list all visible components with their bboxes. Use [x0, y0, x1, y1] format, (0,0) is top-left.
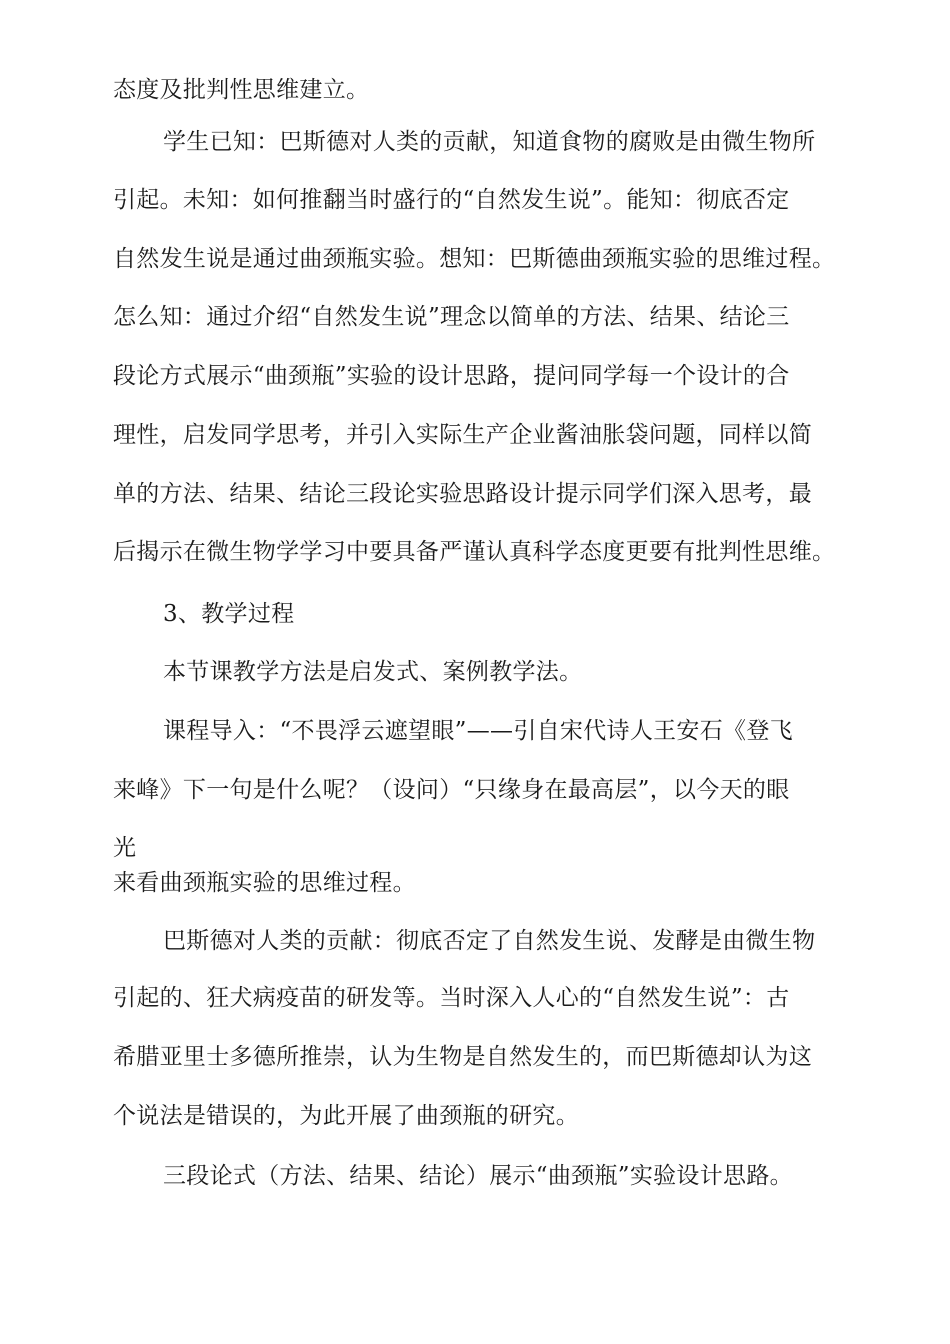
text-line: 引起的、狂犬病疫苗的研发等。当时深入人心的“自然发生说”：古	[113, 985, 790, 1011]
paragraph-start-line: 巴斯德对人类的贡献：彻底否定了自然发生说、发酵是由微生物	[163, 928, 816, 954]
text-line: 后揭示在微生物学学习中要具备严谨认真科学态度更要有批判性思维。	[113, 539, 836, 565]
text-line: 自然发生说是通过曲颈瓶实验。想知：巴斯德曲颈瓶实验的思维过程。	[113, 246, 836, 272]
text-line: 来看曲颈瓶实验的思维过程。	[113, 870, 416, 896]
paragraph-start-line: 课程导入：“不畏浮云遮望眼”——引自宋代诗人王安石《登飞	[163, 718, 793, 744]
paragraph-start-line: 学生已知：巴斯德对人类的贡献，知道食物的腐败是由微生物所	[163, 129, 816, 155]
paragraph-start-line: 三段论式（方法、结果、结论）展示“曲颈瓶”实验设计思路。	[163, 1163, 793, 1189]
text-line: 希腊亚里士多德所推崇，认为生物是自然发生的，而巴斯德却认为这	[113, 1044, 812, 1070]
text-line: 引起。未知：如何推翻当时盛行的“自然发生说”。能知：彻底否定	[113, 187, 790, 213]
text-line: 段论方式展示“曲颈瓶”实验的设计思路，提问同学每一个设计的合	[113, 363, 790, 389]
text-line: 个说法是错误的，为此开展了曲颈瓶的研究。	[113, 1103, 579, 1129]
text-line: 单的方法、结果、结论三段论实验思路设计提示同学们深入思考，最	[113, 481, 812, 507]
text-line: 来峰》下一句是什么呢？（设问）“只缘身在最高层”，以今天的眼	[113, 777, 790, 803]
text-line: 态度及批判性思维建立。	[113, 77, 370, 103]
text-line: 光	[113, 835, 137, 861]
section-heading: 3、教学过程	[163, 601, 295, 627]
paragraph-start-line: 本节课教学方法是启发式、案例教学法。	[163, 659, 583, 685]
text-line: 理性，启发同学思考，并引入实际生产企业酱油胀袋问题，同样以简	[113, 422, 812, 448]
text-line: 怎么知：通过介绍“自然发生说”理念以简单的方法、结果、结论三	[113, 304, 790, 330]
